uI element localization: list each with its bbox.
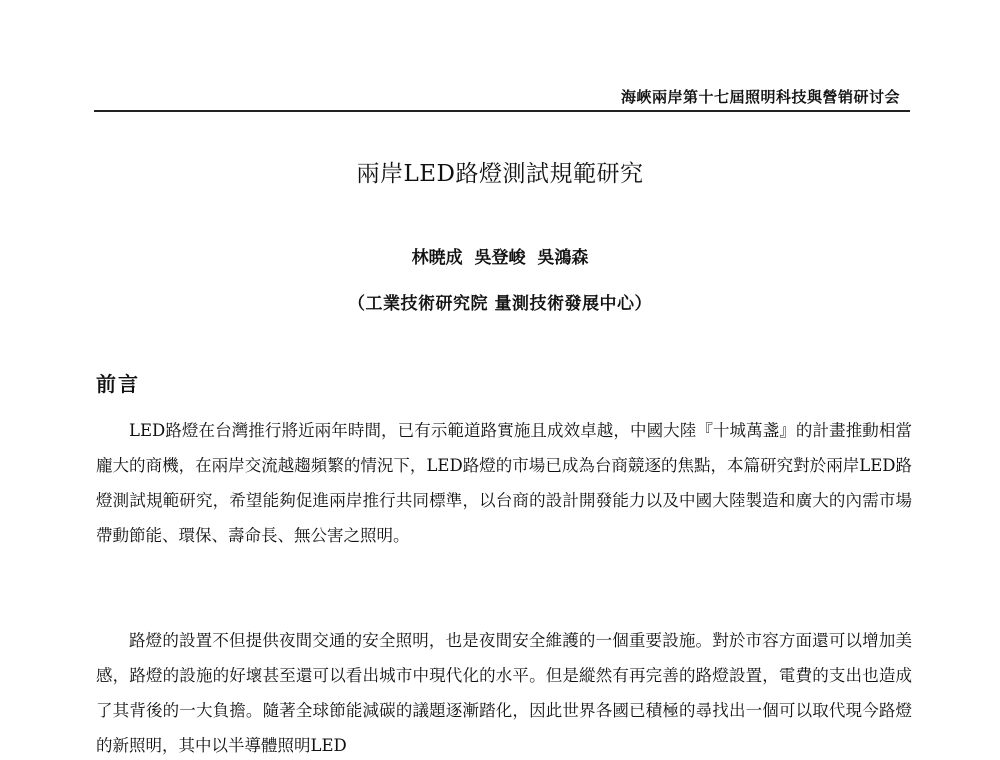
paper-title: 兩岸LED路燈測試規範研究 bbox=[356, 161, 644, 187]
body-paragraph: LED路燈在台灣推行將近兩年時間，已有示範道路實施且成效卓越，中國大陸『十城萬盞』的計畫推動相當龐大的商機，在兩岸交流越趨頻繁的情況下，LED路燈的市場已成為台商競逐的焦點，本篇研究對於兩岸LED路燈測試規範研究，希望能夠促進兩岸推行共同標準，以台商的設計開發能力以及中國大陸製造和廣大的內需市場帶動節能、環保、壽命長、無公害之照明。 bbox=[96, 421, 912, 545]
running-head: 海峽兩岸第十七屆照明科技與營销研讨会 bbox=[620, 88, 900, 106]
section-heading: 前言 bbox=[96, 372, 140, 396]
header-rule bbox=[94, 110, 910, 112]
body-paragraph: 路燈的設置不但提供夜間交通的安全照明，也是夜間安全維護的一個重要設施。對於市容方面還可以增加美感，路燈的設施的好壞甚至還可以看出城市中現代化的水平。但是縱然有再完善的路燈設置，電費的支出也造成了其背後的一大負擔。隨著全球節能減碳的議題逐漸踏化，因此世界各國已積極的尋找出一個可以取代現今路燈的新照明，其中以半導體照明LED bbox=[96, 631, 912, 755]
author-list: 林暁成 吳登峻 吳鴻森 bbox=[411, 248, 589, 268]
author-affiliation: （工業技術研究院 量測技術發展中心） bbox=[348, 294, 652, 314]
